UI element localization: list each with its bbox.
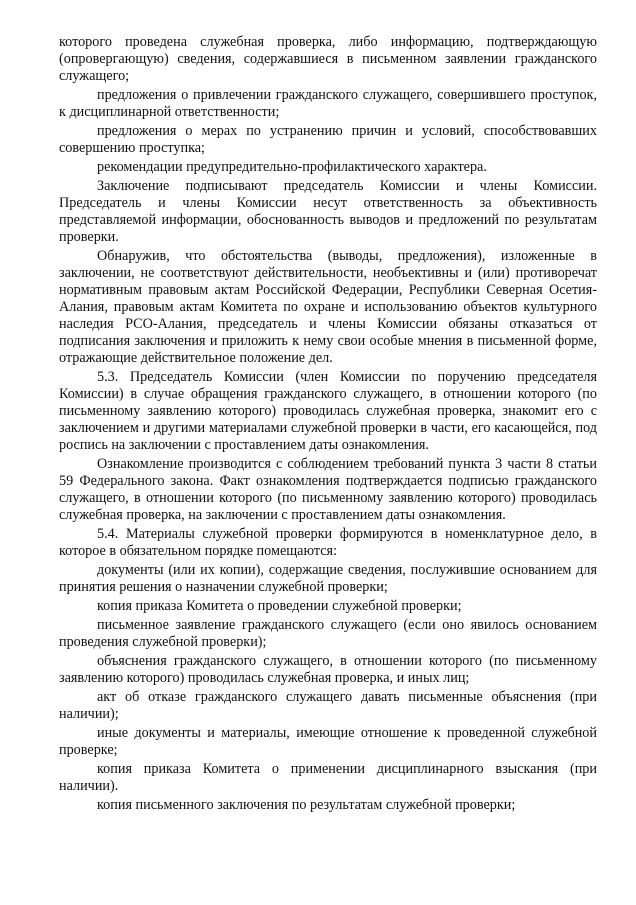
list-item-other-documents: иные документы и материалы, имеющие отношение к проведенной служебной проверке; bbox=[59, 725, 597, 758]
paragraph-section-5-4: 5.4. Материалы служебной проверки формируются в номенклатурное дело, в которое в обязательном порядке помещаются: bbox=[59, 526, 597, 559]
list-item-penalty-order: копия приказа Комитета о применении дисциплинарного взыскания (при наличии). bbox=[59, 761, 597, 794]
document-page bbox=[59, 34, 597, 816]
list-item-explanations: объяснения гражданского служащего, в отношении которого (по письменному заявлению которого) проводилась служебная проверка, и иных лиц; bbox=[59, 653, 597, 686]
paragraph-section-5-3: 5.3. Председатель Комиссии (член Комиссии по поручению председателя Комиссии) в случае обращения гражданского служащего, в отношении которого (по письменному заявлению которого) проводилась служебная проверка, знакомит его с заключением и другими материалами служебной проверки в части, его касающейся, под роспись на заключении с проставлением даты ознакомления. bbox=[59, 369, 597, 453]
paragraph-proposal-disciplinary: предложения о привлечении гражданского служащего, совершившего проступок, к дисциплинарной ответственности; bbox=[59, 87, 597, 120]
list-item-written-statement: письменное заявление гражданского служащего (если оно явилось основанием проведения служебной проверки); bbox=[59, 617, 597, 650]
list-item-written-conclusion: копия письменного заключения по результатам служебной проверки; bbox=[97, 797, 516, 813]
paragraph-recommendations: рекомендации предупредительно-профилактического характера. bbox=[97, 159, 487, 175]
paragraph-proposal-measures: предложения о мерах по устранению причин и условий, способствовавших совершению проступка; bbox=[59, 123, 597, 156]
list-item-order-copy: копия приказа Комитета о проведении служебной проверки; bbox=[97, 598, 462, 614]
paragraph-conclusion-signing: Заключение подписывают председатель Комиссии и члены Комиссии. Председатель и члены Комиссии несут ответственность за объективность представляемой информации, обоснованность выводов и предложений по результатам проверки. bbox=[59, 178, 597, 245]
paragraph-familiarization: Ознакомление производится с соблюдением требований пункта 3 части 8 статьи 59 Федерального закона. Факт ознакомления подтверждается подписью гражданского служащего, в отношении которого (по письменному заявлению которого) проводилась служебная проверка, на заключении с проставлением даты ознакомления. bbox=[59, 456, 597, 523]
paragraph-refusal-to-sign: Обнаружив, что обстоятельства (выводы, предложения), изложенные в заключении, не соответствуют действительности, необъективны и (или) противоречат нормативным правовым актам Российской Федерации, Республики Северная Осетия-Алания, правовым актам Комитета по охране и использованию объектов культурного наследия РСО-Алания, председатель и члены Комиссии обязаны отказаться от подписания заключения и приложить к нему свои особые мнения в письменной форме, отражающие действительное положение дел. bbox=[59, 248, 597, 366]
list-item-refusal-act: акт об отказе гражданского служащего давать письменные объяснения (при наличии); bbox=[59, 689, 597, 722]
paragraph-continuation: которого проведена служебная проверка, либо информацию, подтверждающую (опровергающую) сведения, содержавшиеся в письменном заявлении гражданского служащего; bbox=[59, 34, 597, 84]
list-item-documents: документы (или их копии), содержащие сведения, послужившие основанием для принятия решения о назначении служебной проверки; bbox=[59, 562, 597, 595]
